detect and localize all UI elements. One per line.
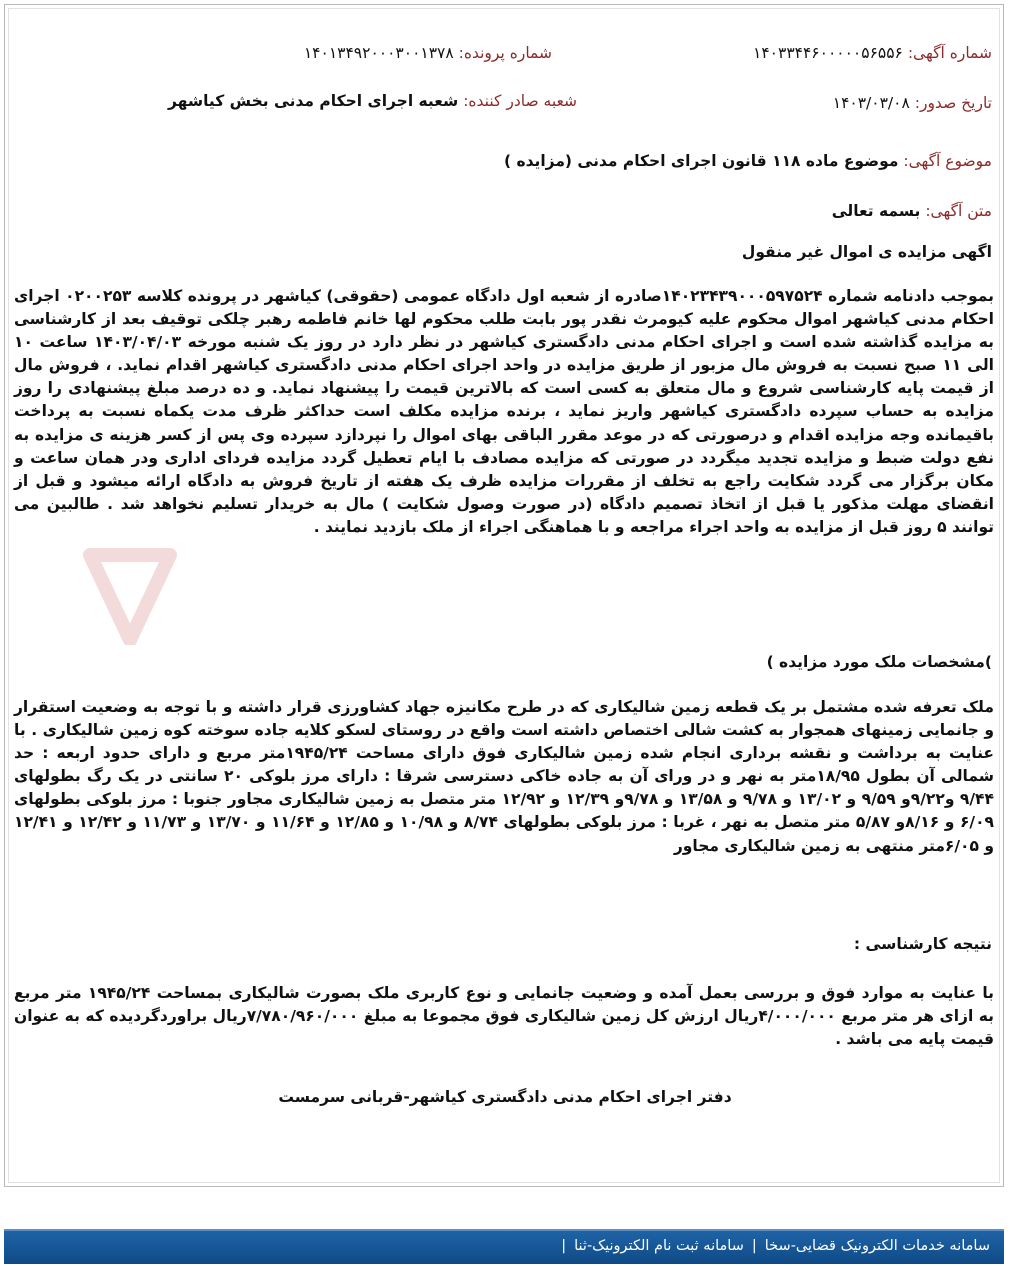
text-label: متن آگهی:: [925, 202, 992, 220]
watermark-logo-icon: [70, 545, 190, 645]
issue-date-field: [833, 94, 992, 112]
subject-field: [504, 152, 992, 170]
text-start: بسمه تعالی: [831, 202, 921, 220]
property-description: [14, 696, 994, 858]
case-number-label: شماره پرونده:: [458, 44, 552, 62]
result-heading: نتیجه کارشناسی :: [853, 935, 992, 953]
footer-links: [553, 1238, 990, 1254]
paragraph-2: ملک تعرفه شده مشتمل بر یک قطعه زمین شالیکاری که در طرح مکانیزه جهاد کشاورزی قرار داشته و با توجه به وضعیت استقرار و جانمایی زمینهای همجوار به کشت شالی اختصاص داشته است واقع در روستای لسکو کلایه جاده سوخته کوه زمین شالیکاری . با عنایت به برداشت و نقشه برداری انجام شده زمین شالیکاری فوق دارای مساحت ۱۹۴۵/۲۴متر مربع و دارای حدود اربعه : حد شمالی آن بطول ۱۸/۹۵متر به نهر و در ورای آن به جاده خاکی دسترسی شرقا : دارای مرز بلوکی ۲۰ سانتی در یک رگ بطولهای ۹/۴۴ و۹/۲۲و ۹/۵۹ و ۱۳/۰۲ و ۹/۷۸ و ۱۳/۵۸ و ۹/۷۸و ۱۲/۳۹ و ۱۲/۹۲ متر متصل به زمین شالیکاری مجاور جنوبا : مرز بلوکی بطولهای ۶/۰۹ و ۸/۱۶و ۵/۸۷ متر متصل به نهر ، غربا : مرز بلوکی بطولهای ۸/۷۴ و ۱۰/۹۸ و ۱۲/۸۵ و ۱۱/۶۴ و ۱۳/۷۰ و ۱۱/۷۳ و ۱۲/۴۲ و ۱۲/۴۱ و ۶/۰۵متر منتهی به زمین شالیکاری مجاور: [14, 698, 995, 855]
case-number-field: [304, 44, 552, 62]
footer-separator-end: |: [561, 1238, 567, 1254]
text-field: [832, 202, 992, 220]
issuer-value: شعبه اجرای احکام مدنی بخش کیاشهر: [168, 92, 459, 110]
paragraph-3: با عنایت به موارد فوق و بررسی بعمل آمده و وضعیت جانمایی و نوع کاربری ملک بصورت شالیکاری بمساحت ۱۹۴۵/۲۴ متر مربع به ازای هر متر مربع ۴/۰۰۰/۰۰۰ریال ارزش کل زمین شالیکاری فوق مجموعا به مبلغ ۷/۷۸۰/۹۶۰/۰۰۰ریال براوردگردیده که به عنوان قیمت پایه می باشد .: [14, 984, 995, 1049]
expert-result: [14, 982, 994, 1051]
issue-date-value: ۱۴۰۳/۰۳/۰۸: [832, 94, 910, 112]
signature: دفتر اجرای احکام مدنی دادگستری کیاشهر-قربانی سرمست: [278, 1088, 732, 1106]
issue-date-label: تاریخ صدور:: [914, 94, 992, 112]
notice-paragraph-main: [14, 285, 994, 539]
footer-link-sakha[interactable]: سامانه خدمات الکترونیک قضایی-سخا: [764, 1238, 990, 1254]
subject-value: موضوع ماده ۱۱۸ قانون اجرای احکام مدنی (مزایده ): [503, 152, 899, 170]
paragraph-1: بموجب دادنامه شماره ۱۴۰۲۳۴۳۹۰۰۰۵۹۷۵۲۴صادره از شعبه اول دادگاه عمومی (حقوقی) کیاشهر در پرونده کلاسه ۰۲۰۰۲۵۳ اجرای احکام مدنی کیاشهر اموال محکوم علیه کیومرث نقدر پور بابت طلب محکوم لها خانم فاطمه رهبر چلکی توقیف بعد از کارشناسی به مزایده گذاشته شده است و اجرای احکام مدنی دادگستری کیاشهر در نظر دارد در روز یک شنبه مورخه ۱۴۰۳/۰۴/۰۳ ساعت ۱۰ الی ۱۱ صبح نسبت به فروش مال مزبور از طریق مزایده در واحد اجرای احکام مدنی دادگستری کیاشهر اقدام نماید. ، فروش مال از قیمت پایه کارشناسی شروع و مال متعلق به کسی است که بالاترین قیمت را پیشنهاد نماید. و ده درصد مبلغ پیشنهادی را روز مزایده به حساب سپرده دادگستری کیاشهر واریز نماید ، برنده مزایده مکلف است حداکثر ظرف مدت یکماه نسبت به پرداخت باقیمانده وجه مزایده اقدام و درصورتی که در موعد مقرر الباقی بهای اموال را نپردازد سپرده وی پس از کسر هزینه ی مزایده به نفع دولت ضبط و مزایده تجدید میگردد در صورتی که مزایده مصادف با ایام تعطیل گردد مزایده فردای اداری ودر همان ساعت و مکان برگزار می گردد شکایت راجع به تخلف از مقررات مزایده ظرف یک هفته از تاریخ فروش به دادگاه ارائه میشود و قبل از انقضای مهلت مذکور یا قبل از اتخاذ تصمیم دادگاه (در صورت وصول شکایت ) مال به خریدار تسلیم نخواهد شد . طالبین می توانند ۵ روز قبل از مزایده به واحد اجراء مراجعه و با هماهنگی اجراء از ملک بازدید نمایند .: [14, 287, 994, 536]
ad-number-value: ۱۴۰۳۳۴۴۶۰۰۰۰۰۵۶۵۵۶: [753, 44, 903, 62]
footer-link-sana[interactable]: سامانه ثبت نام الکترونیک-ثنا: [574, 1238, 744, 1254]
case-number-value: ۱۴۰۱۳۴۹۲۰۰۰۳۰۰۱۳۷۸: [303, 44, 454, 62]
issuer-field: [168, 92, 577, 110]
notice-title: اگهی مزایده ی اموال غیر منقول: [741, 243, 992, 261]
issuer-label: شعبه صادر کننده:: [463, 92, 577, 110]
property-heading: )مشخصات ملک مورد مزایده ): [766, 653, 992, 671]
footer-separator: |: [751, 1238, 757, 1254]
footer-bar: [4, 1229, 1004, 1264]
ad-number-field: [753, 44, 992, 62]
subject-label: موضوع آگهی:: [903, 152, 992, 170]
ad-number-label: شماره آگهی:: [907, 44, 992, 62]
